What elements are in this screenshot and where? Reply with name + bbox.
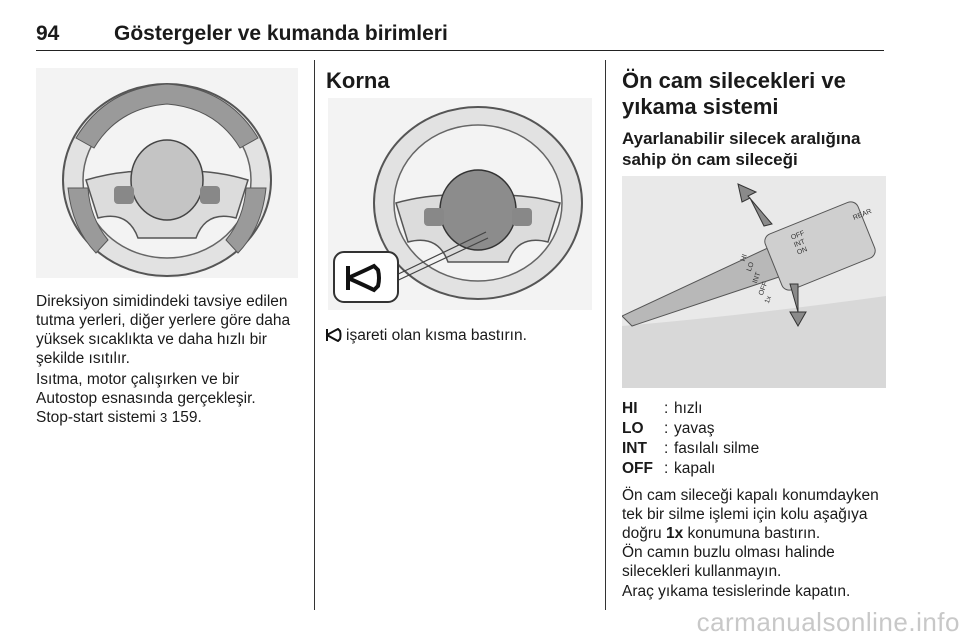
- steering-wheel-illustration: [36, 68, 298, 278]
- wiper-subheading-line2: sahip ön cam sileceği: [622, 150, 798, 169]
- definition-term: OFF: [622, 460, 653, 477]
- frozen-windscreen-warning: Ön camın buzlu olması halinde silecekleri kullanmayın.: [622, 544, 835, 580]
- label-front-off: OFF: [790, 229, 806, 242]
- column-divider: [605, 60, 606, 610]
- horn-instruction-text: işareti olan kısma bastırın.: [346, 327, 527, 344]
- single-wipe-instruction: [622, 486, 888, 543]
- definition-row: INT : fasılalı silme: [622, 440, 760, 457]
- label-int: INT: [751, 271, 763, 285]
- wiper-stalk-illustration: [622, 176, 886, 388]
- wiper-subheading-line1: Ayarlanabilir silecek aralığına: [622, 129, 861, 148]
- single-wipe-text-2: konumuna bastırın.: [687, 525, 821, 542]
- page-title: Göstergeler ve kumanda birimleri: [114, 22, 448, 45]
- horn-heading: Korna: [326, 68, 390, 93]
- definition-row: OFF : kapalı: [622, 460, 716, 477]
- heating-description: Direksiyon simidindeki tavsiye edilen tutma yerleri, diğer yerlere göre daha yüksek sıcaklıkta ve daha hızlı bir şekilde ısıtılır.: [36, 293, 291, 367]
- page-number: 94: [36, 22, 60, 45]
- definition-row: HI : hızlı: [622, 400, 703, 417]
- stop-start-label: Stop-start sistemi: [36, 409, 156, 426]
- wiper-heading-line2: yıkama sistemi: [622, 94, 779, 119]
- page-header: [36, 20, 884, 51]
- horn-icon: [326, 328, 342, 347]
- definition-desc: hızlı: [674, 400, 703, 417]
- label-1x: 1x: [763, 295, 774, 305]
- column-divider: [314, 60, 315, 610]
- wiper-stalk-figure: [622, 176, 886, 388]
- definition-desc: yavaş: [674, 420, 715, 437]
- heated-steering-wheel-figure: [36, 68, 298, 278]
- label-hi: HI: [739, 253, 749, 263]
- stop-start-reference: [36, 408, 300, 427]
- definition-term: HI: [622, 400, 638, 417]
- definition-row: LO : yavaş: [622, 420, 715, 437]
- single-wipe-position: 1x: [665, 525, 684, 542]
- horn-steering-wheel-illustration: [328, 98, 592, 310]
- heating-condition: Isıtma, motor çalışırken ve bir Autostop esnasında gerçekleşir.: [36, 371, 256, 407]
- single-wipe-text-1: Ön cam sileceği kapalı konumdayken tek bir silme işlemi için kolu aşağıya doğru: [622, 487, 879, 542]
- wiper-position-definitions: [622, 399, 882, 479]
- definition-term: LO: [622, 420, 644, 437]
- label-lo: LO: [745, 261, 756, 273]
- page-reference-arrow-icon: 3: [160, 410, 168, 425]
- watermark: carmanualsonline.info: [696, 607, 960, 637]
- horn-figure: [328, 98, 592, 310]
- horn-instruction: [326, 326, 596, 347]
- label-off: OFF: [757, 280, 770, 297]
- page-reference-number[interactable]: 159.: [171, 409, 202, 426]
- car-wash-instruction: Araç yıkama tesislerinde kapatın.: [622, 583, 851, 600]
- label-front-on: ON: [796, 246, 809, 257]
- definition-term: INT: [622, 440, 647, 457]
- definition-desc: kapalı: [674, 460, 716, 477]
- definition-desc: fasılalı silme: [674, 440, 760, 457]
- wiper-heading-line1: Ön cam silecekleri ve: [622, 68, 846, 93]
- label-front-int: INT: [793, 238, 807, 250]
- label-rear: REAR: [852, 208, 873, 222]
